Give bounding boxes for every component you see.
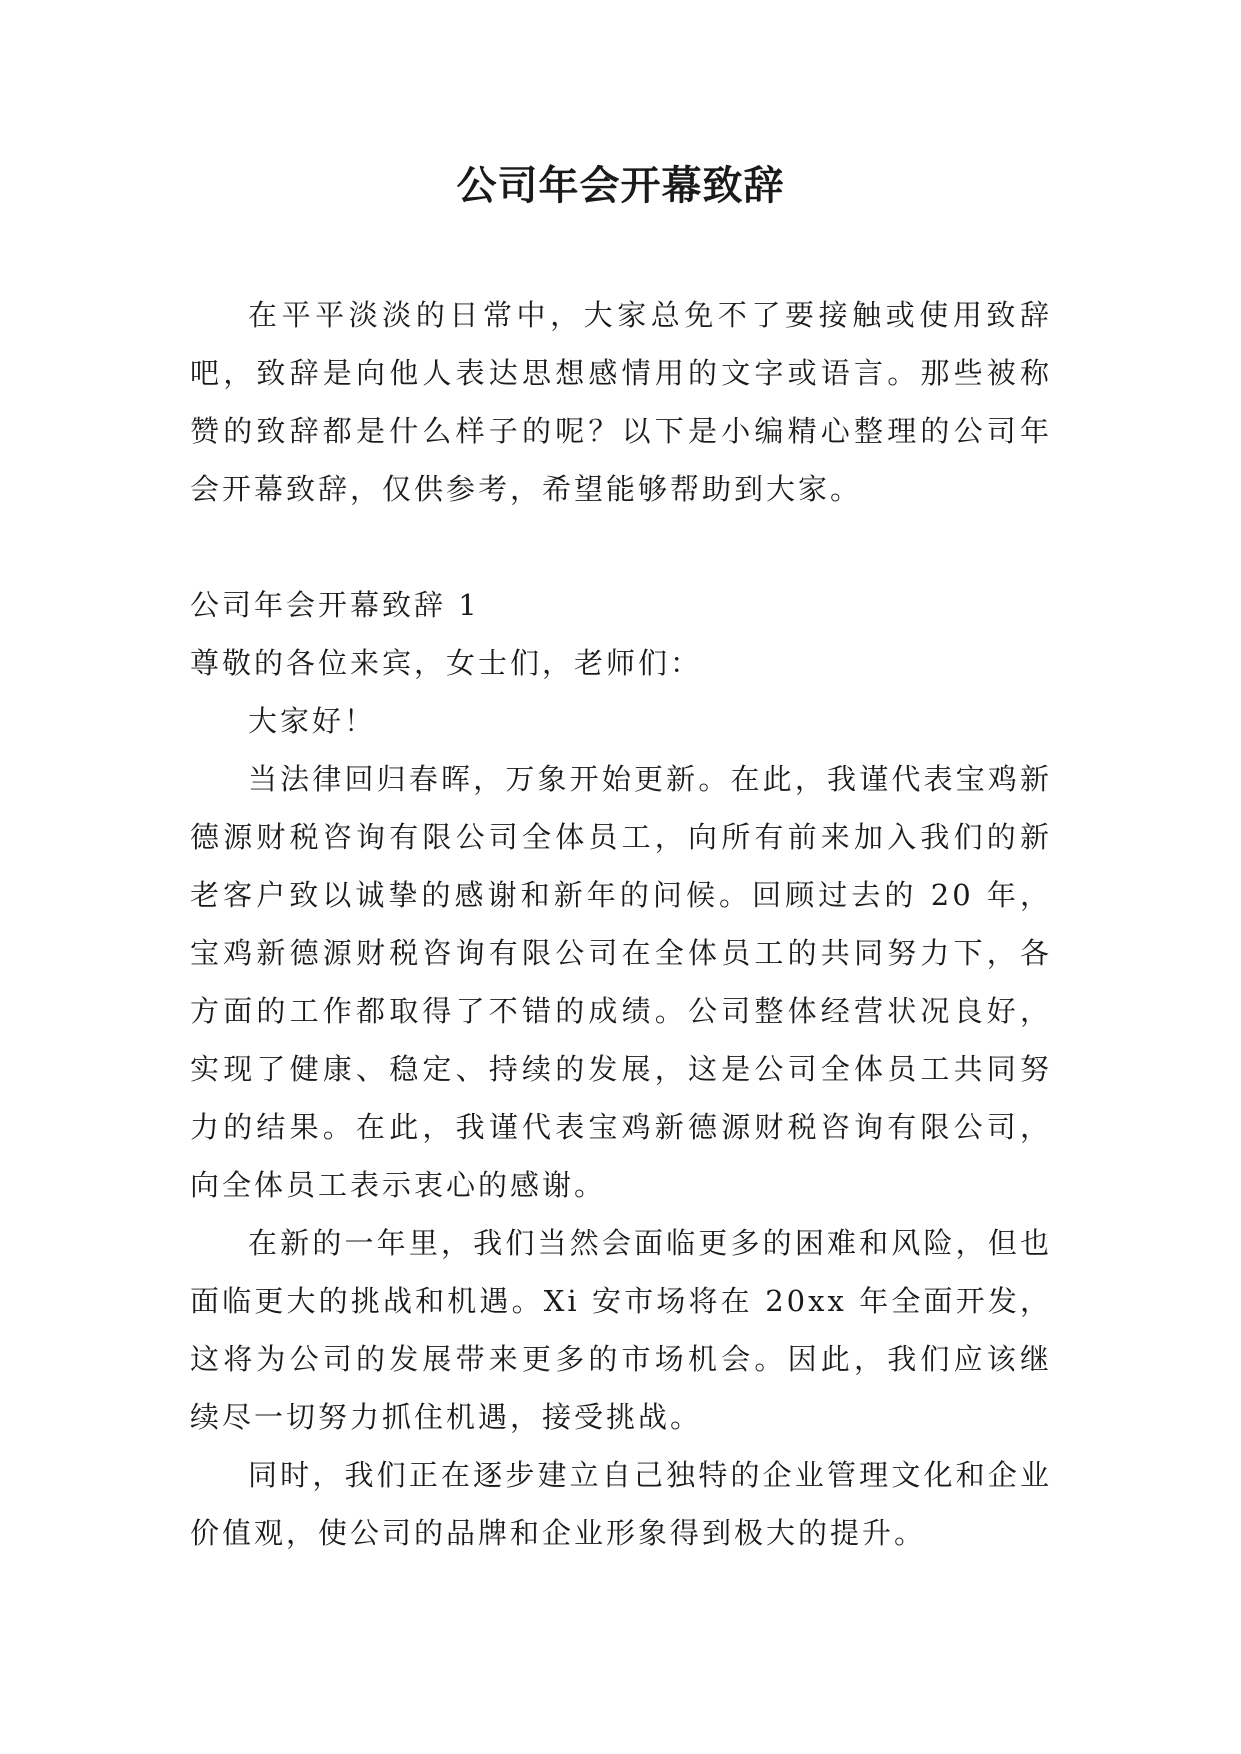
section-heading: 公司年会开幕致辞 1 bbox=[190, 588, 480, 622]
body-paragraph: 在新的一年里，我们当然会面临更多的困难和风险，但也面临更大的挑战和机遇。Xi 安市场将在 20xx 年全面开发，这将为公司的发展带来更多的市场机会。因此，我们应该继续尽一切努力抓住机遇，接受挑战。 bbox=[190, 1226, 1053, 1434]
paragraph-spacer bbox=[190, 518, 1052, 576]
body-paragraph: 当法律回归春晖，万象开始更新。在此，我谨代表宝鸡新德源财税咨询有限公司全体员工，向所有前来加入我们的新老客户致以诚挚的感谢和新年的问候。回顾过去的 20 年，宝鸡新德源财税咨询有限公司在全体员工的共同努力下，各方面的工作都取得了不错的成绩。公司整体经营状况良好，实现了健康、稳定、持续的发展，这是公司全体员工共同努力的结果。在此，我谨代表宝鸡新德源财税咨询有限公司，向全体员工表示衷心的感谢。 bbox=[190, 762, 1052, 1202]
document-body bbox=[190, 286, 1052, 1562]
intro-paragraph: 在平平淡淡的日常中，大家总免不了要接触或使用致辞吧，致辞是向他人表达思想感情用的文字或语言。那些被称赞的致辞都是什么样子的呢？以下是小编精心整理的公司年会开幕致辞，仅供参考，希望能够帮助到大家。 bbox=[190, 298, 1052, 506]
document-title: 公司年会开幕致辞 bbox=[456, 163, 785, 209]
greeting: 大家好！ bbox=[248, 704, 377, 738]
body-paragraph: 同时，我们正在逐步建立自己独特的企业管理文化和企业价值观，使公司的品牌和企业形象得到极大的提升。 bbox=[190, 1458, 1052, 1550]
salutation: 尊敬的各位来宾，女士们，老师们： bbox=[190, 646, 703, 680]
